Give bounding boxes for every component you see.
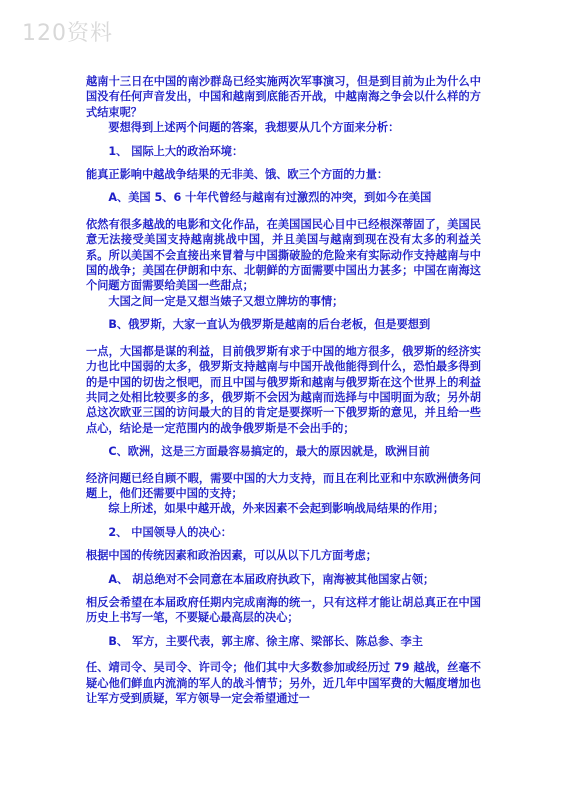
paragraph-military-lead: B、 军方，主要代表，郭主席、徐主席、梁部长、陈总参、李主: [108, 634, 423, 648]
paragraph-intro: 越南十三日在中国的南沙群岛已经实施两次军事演习，但是到目前为止为什么中国没有任何声音发出，中国和越南到底能否开战，中越南海之争会以什么样的方式结束呢？: [86, 75, 481, 119]
paragraph-russia-lead: B、俄罗斯，大家一直认为俄罗斯是越南的后台老板，但是要想到: [108, 318, 431, 332]
paragraph-summary: 综上所述，如果中越开战，外来因素不会起到影响战局结果的作用；: [108, 502, 445, 516]
paragraph-usa: 依然有很多越战的电影和文化作品，在美国国民心目中已经根深蒂固了，美国民意无法接受美国支持越南挑战中国，并且美国与越南到现在没有太多的利益关系。所以美国不会直接出来冒着与中国撕破脸的危险来有实际动作支持越南与中国的战争；美国在伊朗和中东、北朝鲜的方面需要中国出力甚多；中国在南海这个问题方面需要给美国一些甜点；: [86, 217, 481, 293]
paragraph-hu: 相反会希望在本届政府任期内完成南海的统一，只有这样才能让胡总真正在中国历史上书写一笔，不要疑心最高层的决心；: [86, 595, 481, 625]
paragraph-europe-lead: C、欧洲，这是三方面最容易搞定的，最大的原因就是，欧洲目前: [108, 445, 430, 459]
section-heading-1: 1、 国际上大的政治环境：: [108, 144, 244, 158]
paragraph-hu-lead: A、 胡总绝对不会同意在本届政府执政下，南海被其他国家占领；: [108, 572, 435, 586]
paragraph: 根据中国的传统因素和政治因素，可以从以下几方面考虑；: [86, 549, 377, 563]
paragraph-question: 要想得到上述两个问题的答案，我想要从几个方面来分析：: [108, 121, 400, 135]
paragraph: 大国之间一定是又想当婊子又想立牌坊的事情；: [108, 294, 344, 308]
paragraph-usa-lead: A、美国 5、6 十年代曾经与越南有过激烈的冲突，到如今在美国: [108, 191, 432, 205]
paragraph-military: 任、靖司令、吴司令、许司令；他们其中大多数参加或经历过 79 越战，丝毫不疑心他们鲜血内流淌的军人的战斗情节；另外，近几年中国军费的大幅度增加也让军方受到质疑，军方领导一定会希望通过一: [86, 661, 481, 705]
document-body: [86, 74, 481, 706]
section-heading-2: 2、 中国领导人的决心：: [108, 525, 232, 539]
paragraph-russia: 一点，大国都是谋的利益，目前俄罗斯有求于中国的地方很多，俄罗斯的经济实力也比中国弱的太多，俄罗斯支持越南与中国开战他能得到什么，恐怕最多得到的是中国的切齿之恨吧，而且中国与俄罗斯和越南与俄罗斯在这个世界上的利益共同之处相比较要多的多，俄罗斯不会因为越南而选择与中国明面为敌；另外胡总这次欧亚三国的访问最大的目的肯定是要探听一下俄罗斯的意见，并且给一些点心，结论是一定范围内的战争俄罗斯是不会出手的；: [86, 344, 481, 435]
paragraph-europe: 经济问题已经自顾不暇，需要中国的大力支持，而且在利比亚和中东欧洲债务问题上，他们还需要中国的支持；: [86, 471, 481, 500]
paragraph: 能真正影响中越战争结果的无非美、饿、欧三个方面的力量：: [86, 168, 389, 182]
watermark: 120资料: [22, 21, 113, 46]
